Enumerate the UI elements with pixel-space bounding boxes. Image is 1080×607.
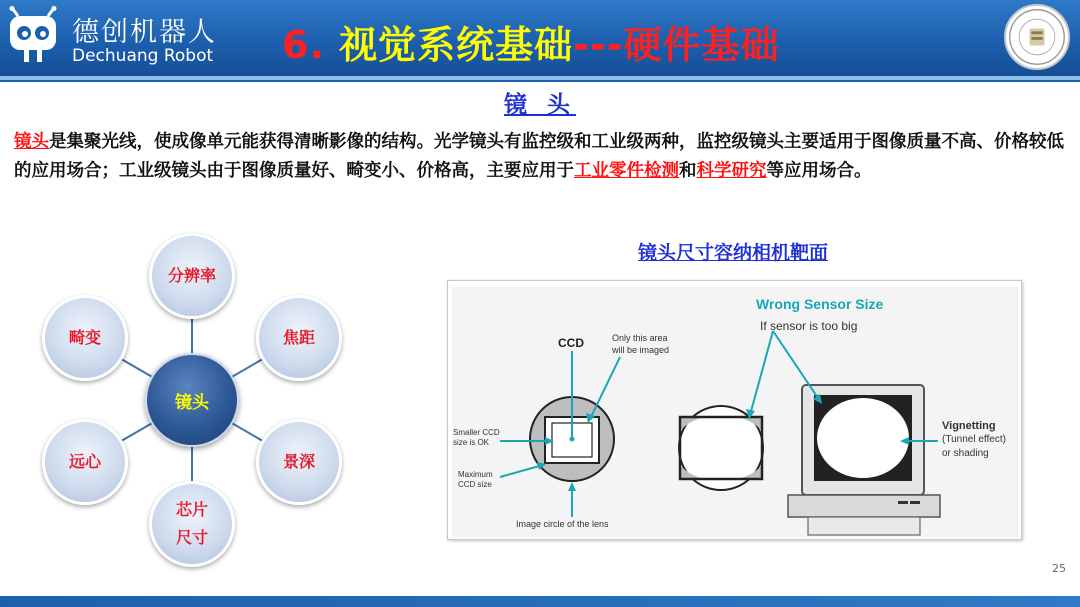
- sensor-size-illustration: [448, 281, 1023, 541]
- page-number: 25: [1052, 562, 1066, 575]
- smaller-ccd-label-1: Smaller CCD: [453, 428, 500, 437]
- keyword-scientific-research: 科学研究: [696, 161, 767, 181]
- node-telecentric: [42, 419, 128, 505]
- max-ccd-label-2: CCD size: [458, 480, 492, 489]
- node-telecentric-label: 远心: [68, 452, 101, 471]
- sensor-size-figure: [447, 280, 1022, 540]
- paragraph-body: 是集聚光线，使成像单元能获得清晰影像的结构。光学镜头有监控级和工业级两种，监控级镜头主要适用于图像质量不高、价格较低的应用场合；工业级镜头由于图像质量好、畸变小、价格高，主要应用于: [14, 132, 1064, 181]
- brand-name-en: Dechuang Robot: [72, 46, 214, 66]
- node-center-lens: [145, 353, 239, 447]
- node-chip-size: [149, 481, 235, 567]
- too-big-label: If sensor is too big: [760, 319, 858, 333]
- keyword-lens: 镜头: [14, 132, 49, 152]
- node-center-lens-label: 镜头: [175, 392, 209, 413]
- paragraph-and: 和: [679, 161, 697, 181]
- wrong-sensor-size-label: Wrong Sensor Size: [756, 296, 884, 312]
- title-separator: ---: [573, 23, 624, 67]
- section-title: 镜 头: [503, 92, 576, 118]
- node-distortion: [42, 295, 128, 381]
- chip-size-line1: 芯片: [175, 500, 208, 519]
- node-focal-length-label: 焦距: [282, 328, 315, 347]
- image-circle-label: Image circle of the lens: [516, 519, 609, 529]
- chip-size-line2: 尺寸: [175, 528, 208, 547]
- title-main: 视觉系统基础: [339, 23, 574, 67]
- only-area-label-1: Only this area: [612, 333, 668, 343]
- only-area-label-2: will be imaged: [612, 345, 670, 355]
- title-prefix: 6.: [282, 23, 325, 67]
- max-ccd-label-1: Maximum: [458, 470, 493, 479]
- smaller-ccd-label-2: size is OK: [453, 438, 490, 447]
- node-depth-of-field-label: 景深: [282, 452, 315, 471]
- brand-name-cn: 德创机器人: [72, 17, 217, 48]
- node-distortion-label: 畸变: [68, 328, 101, 347]
- node-focal-length: [256, 295, 342, 381]
- vignetting-label-3: or shading: [942, 448, 989, 459]
- footer-bar: [0, 596, 1080, 607]
- node-chip-size-label: [176, 496, 208, 552]
- ccd-label: CCD: [558, 336, 584, 350]
- node-resolution: [149, 233, 235, 319]
- vignetting-label-1: Vignetting: [942, 420, 996, 432]
- keyword-industrial-inspection: 工业零件检测: [574, 161, 679, 181]
- vignetting-label-2: (Tunnel effect): [942, 434, 1006, 445]
- node-resolution-label: 分辨率: [167, 266, 216, 285]
- paragraph-end: 等应用场合。: [766, 161, 872, 181]
- figure-caption: 镜头尺寸容纳相机靶面: [638, 242, 829, 264]
- node-depth-of-field: [256, 419, 342, 505]
- title-sub: 硬件基础: [623, 23, 780, 67]
